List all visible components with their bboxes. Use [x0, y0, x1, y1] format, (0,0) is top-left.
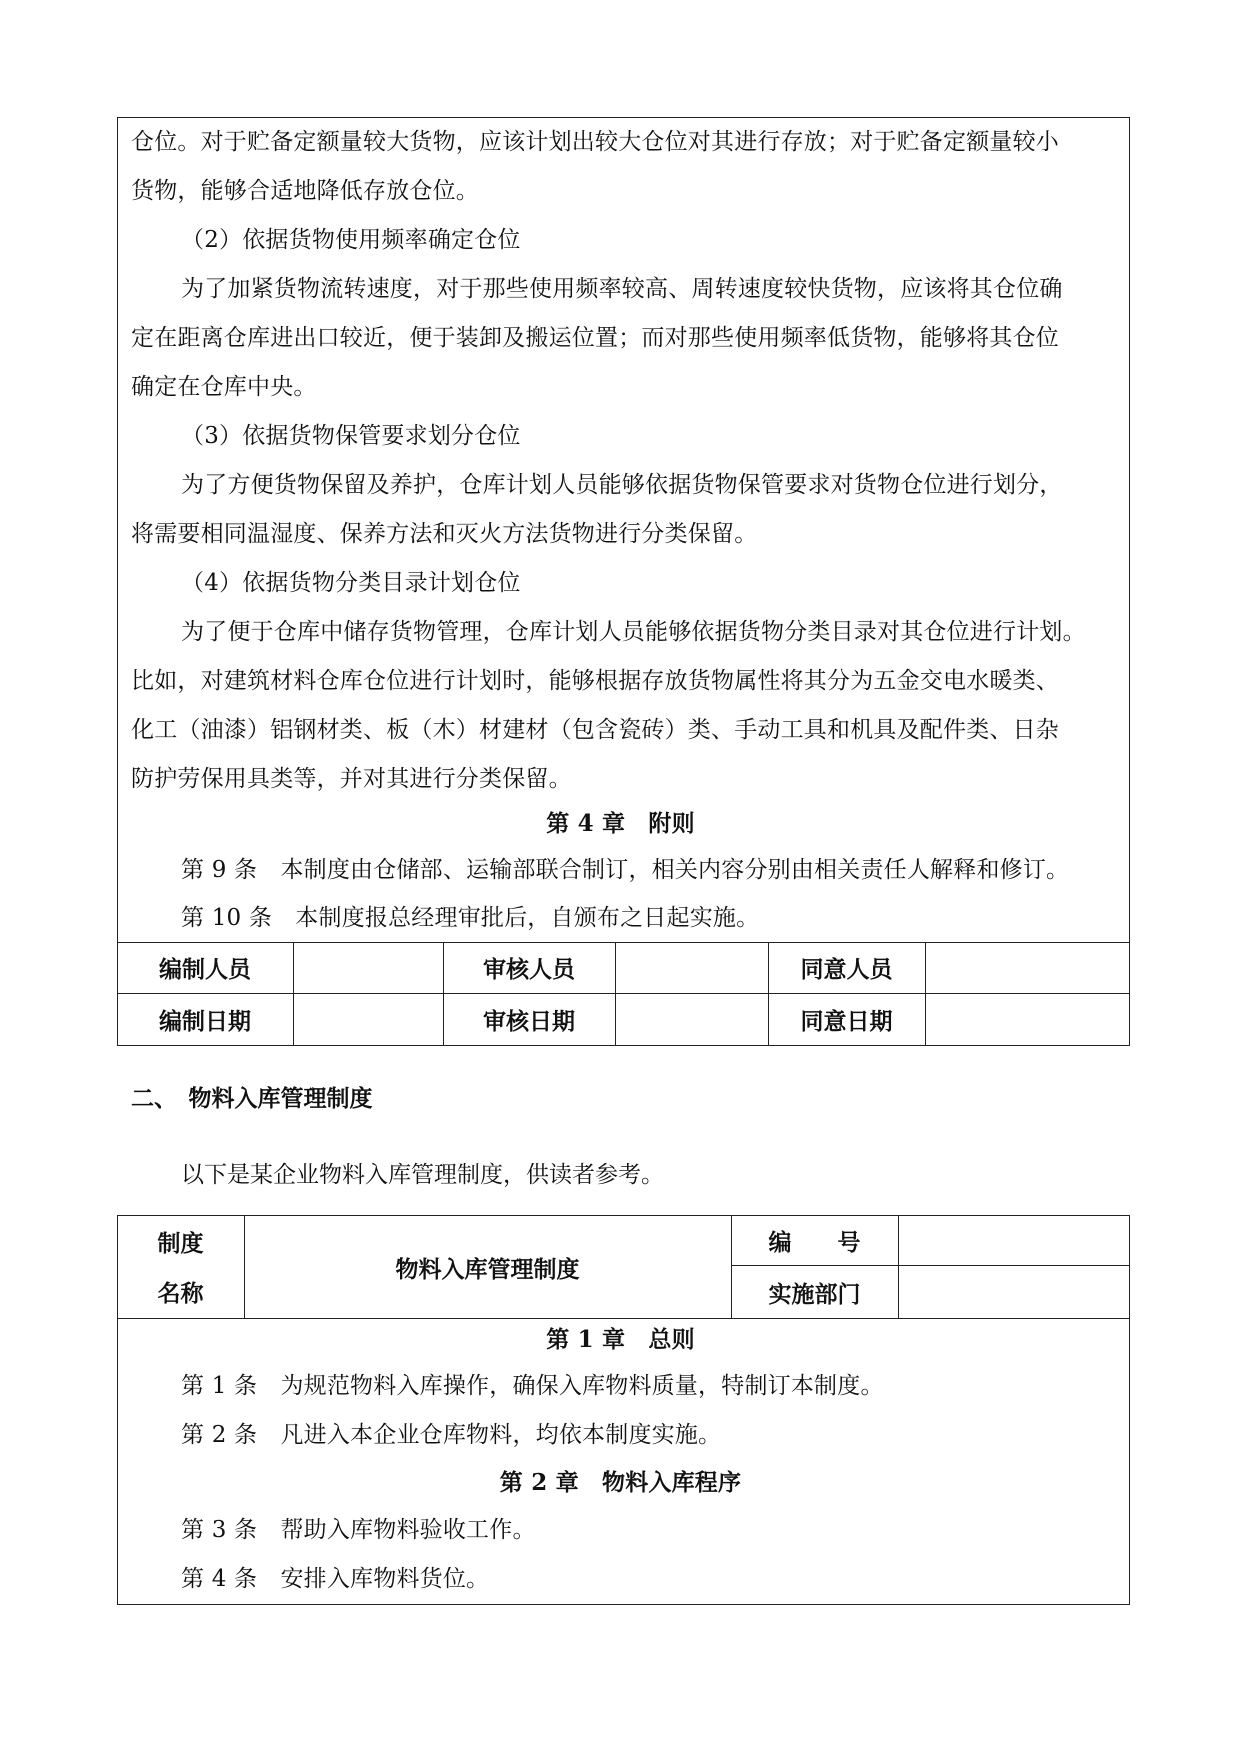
number-label: 编 号	[768, 1229, 861, 1256]
article-line: 第 2 条 凡进入本企业仓库物料，均依本制度实施。	[181, 1422, 722, 1448]
name-label-line1: 制度	[157, 1230, 204, 1257]
article-line: 第 9 条 本制度由仓储部、运输部联合制订，相关内容分别由相关责任人解释和修订。	[181, 857, 1070, 883]
paragraph-line: 为了方便货物保留及养护，仓库计划人员能够依据货物保管要求对货物仓位进行划分，	[181, 472, 1063, 498]
paragraph-line: 确定在仓库中央。	[131, 374, 317, 400]
reviewer-label: 审核人员	[483, 957, 575, 983]
review-date-label: 审核日期	[483, 1009, 575, 1035]
paragraph-line: 为了加紧货物流转速度，对于那些使用频率较高、周转速度较快货物，应该将其仓位确	[181, 276, 1063, 302]
approval-date-label: 同意日期	[800, 1009, 893, 1035]
article-line: 第 3 条 帮助入库物料验收工作。	[181, 1517, 536, 1543]
subsection-heading: （4）依据货物分类目录计划仓位	[181, 570, 521, 596]
subsection-heading: （3）依据货物保管要求划分仓位	[181, 423, 521, 449]
approver-label: 同意人员	[800, 957, 893, 983]
regulation-title: 物料入库管理制度	[395, 1256, 580, 1283]
intro-text: 以下是某企业物料入库管理制度，供读者参考。	[181, 1162, 664, 1188]
chapter-title: 第 2 章 物料入库程序	[499, 1469, 742, 1496]
table-divider	[615, 942, 616, 1046]
chapter-title: 第 4 章 附则	[546, 810, 695, 837]
paragraph-line: 定在距离仓库进出口较近，便于装卸及搬运位置；而对那些使用频率低货物，能够将其仓位	[131, 325, 1059, 351]
department-label: 实施部门	[768, 1282, 861, 1308]
paragraph-line: 为了便于仓库中储存货物管理，仓库计划人员能够依据货物分类目录对其仓位进行计划。	[181, 619, 1086, 645]
subsection-heading: （2）依据货物使用频率确定仓位	[181, 227, 521, 253]
paragraph-line: 仓位。对于贮备定额量较大货物，应该计划出较大仓位对其进行存放；对于贮备定额量较小	[131, 129, 1059, 155]
paragraph-line: 比如，对建筑材料仓库仓位进行计划时，能够根据存放货物属性将其分为五金交电水暖类、	[131, 668, 1059, 694]
table-divider	[925, 942, 926, 1046]
table-divider	[293, 942, 294, 1046]
paragraph-line: 防护劳保用具类等，并对其进行分类保留。	[131, 766, 572, 792]
article-line: 第 10 条 本制度报总经理审批后，自颁布之日起实施。	[181, 905, 760, 931]
name-label-line2: 名称	[157, 1280, 204, 1307]
paragraph-line: 将需要相同温湿度、保养方法和灭火方法货物进行分类保留。	[131, 521, 758, 547]
chapter-title: 第 1 章 总则	[546, 1326, 695, 1353]
article-line: 第 4 条 安排入库物料货位。	[181, 1566, 490, 1592]
table-divider	[898, 1215, 899, 1319]
preparer-label: 编制人员	[159, 957, 251, 983]
article-line: 第 1 条 为规范物料入库操作，确保入库物料质量，特制订本制度。	[181, 1373, 884, 1399]
paragraph-line: 货物，能够合适地降低存放仓位。	[131, 178, 479, 204]
preparation-date-label: 编制日期	[159, 1009, 251, 1035]
paragraph-line: 化工（油漆）铝钢材类、板（木）材建材（包含瓷砖）类、手动工具和机具及配件类、日杂	[131, 717, 1059, 743]
section-heading: 二、 物料入库管理制度	[131, 1086, 373, 1112]
